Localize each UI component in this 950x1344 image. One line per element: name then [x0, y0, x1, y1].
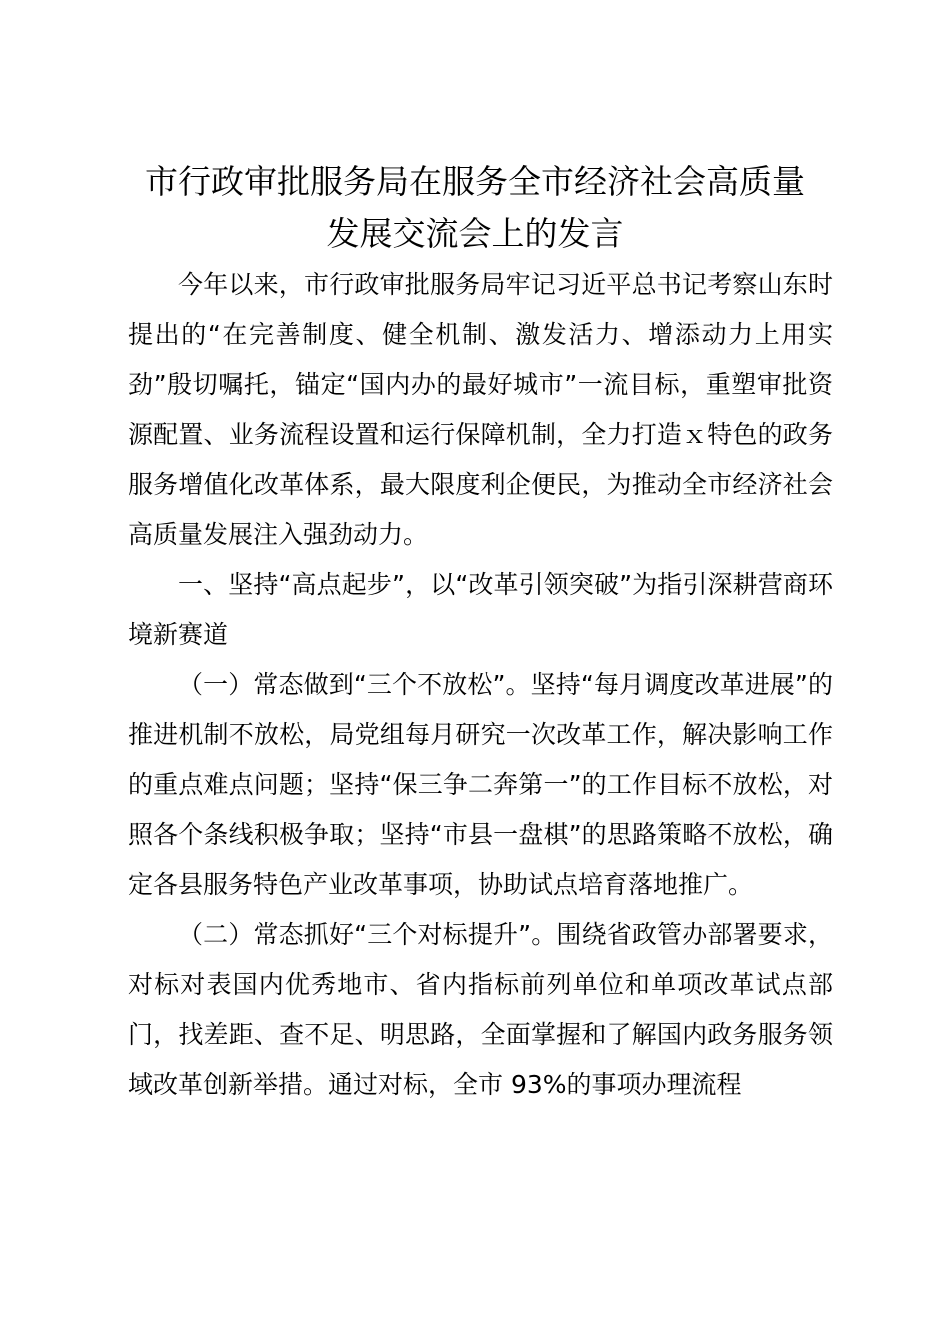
- subsection-paragraph-1: （一）常态做到“三个不放松”。坚持“每月调度改革进展”的推进机制不放松，局党组每月研究一次改革工作，解决影响工作的重点难点问题；坚持“保三争二奔第一”的工作目标不放松，对照各个条线积极争取；坚持“市县一盘棋”的思路策略不放松，确定各县服务特色产业改革事项，协助试点培育落地推广。: [128, 670, 833, 899]
- section-heading-1: 一、坚持“高点起步”，以“改革引领突破”为指引深耕营商环境新赛道: [128, 570, 833, 649]
- document-title: [100, 156, 850, 260]
- title-line-2: 发展交流会上的发言: [326, 214, 624, 253]
- subsection-paragraph-2: （二）常态抓好“三个对标提升”。围绕省政管办部署要求，对标对表国内优秀地市、省内指标前列单位和单项改革试点部门，找差距、查不足、明思路，全面掌握和了解国内政务服务领域改革创新举措。通过对标，全市 93%的事项办理流程: [128, 920, 833, 1099]
- intro-paragraph: 今年以来，市行政审批服务局牢记习近平总书记考察山东时提出的“在完善制度、健全机制、激发活力、增添动力上用实劲”殷切嘱托，锚定“国内办的最好城市”一流目标，重塑审批资源配置、业务流程设置和运行保障机制，全力打造ｘ特色的政务服务增值化改革体系，最大限度利企便民，为推动全市经济社会高质量发展注入强劲动力。: [128, 270, 833, 549]
- document-body: [128, 260, 833, 1110]
- title-line-1: 市行政审批服务局在服务全市经济社会高质量: [145, 162, 805, 201]
